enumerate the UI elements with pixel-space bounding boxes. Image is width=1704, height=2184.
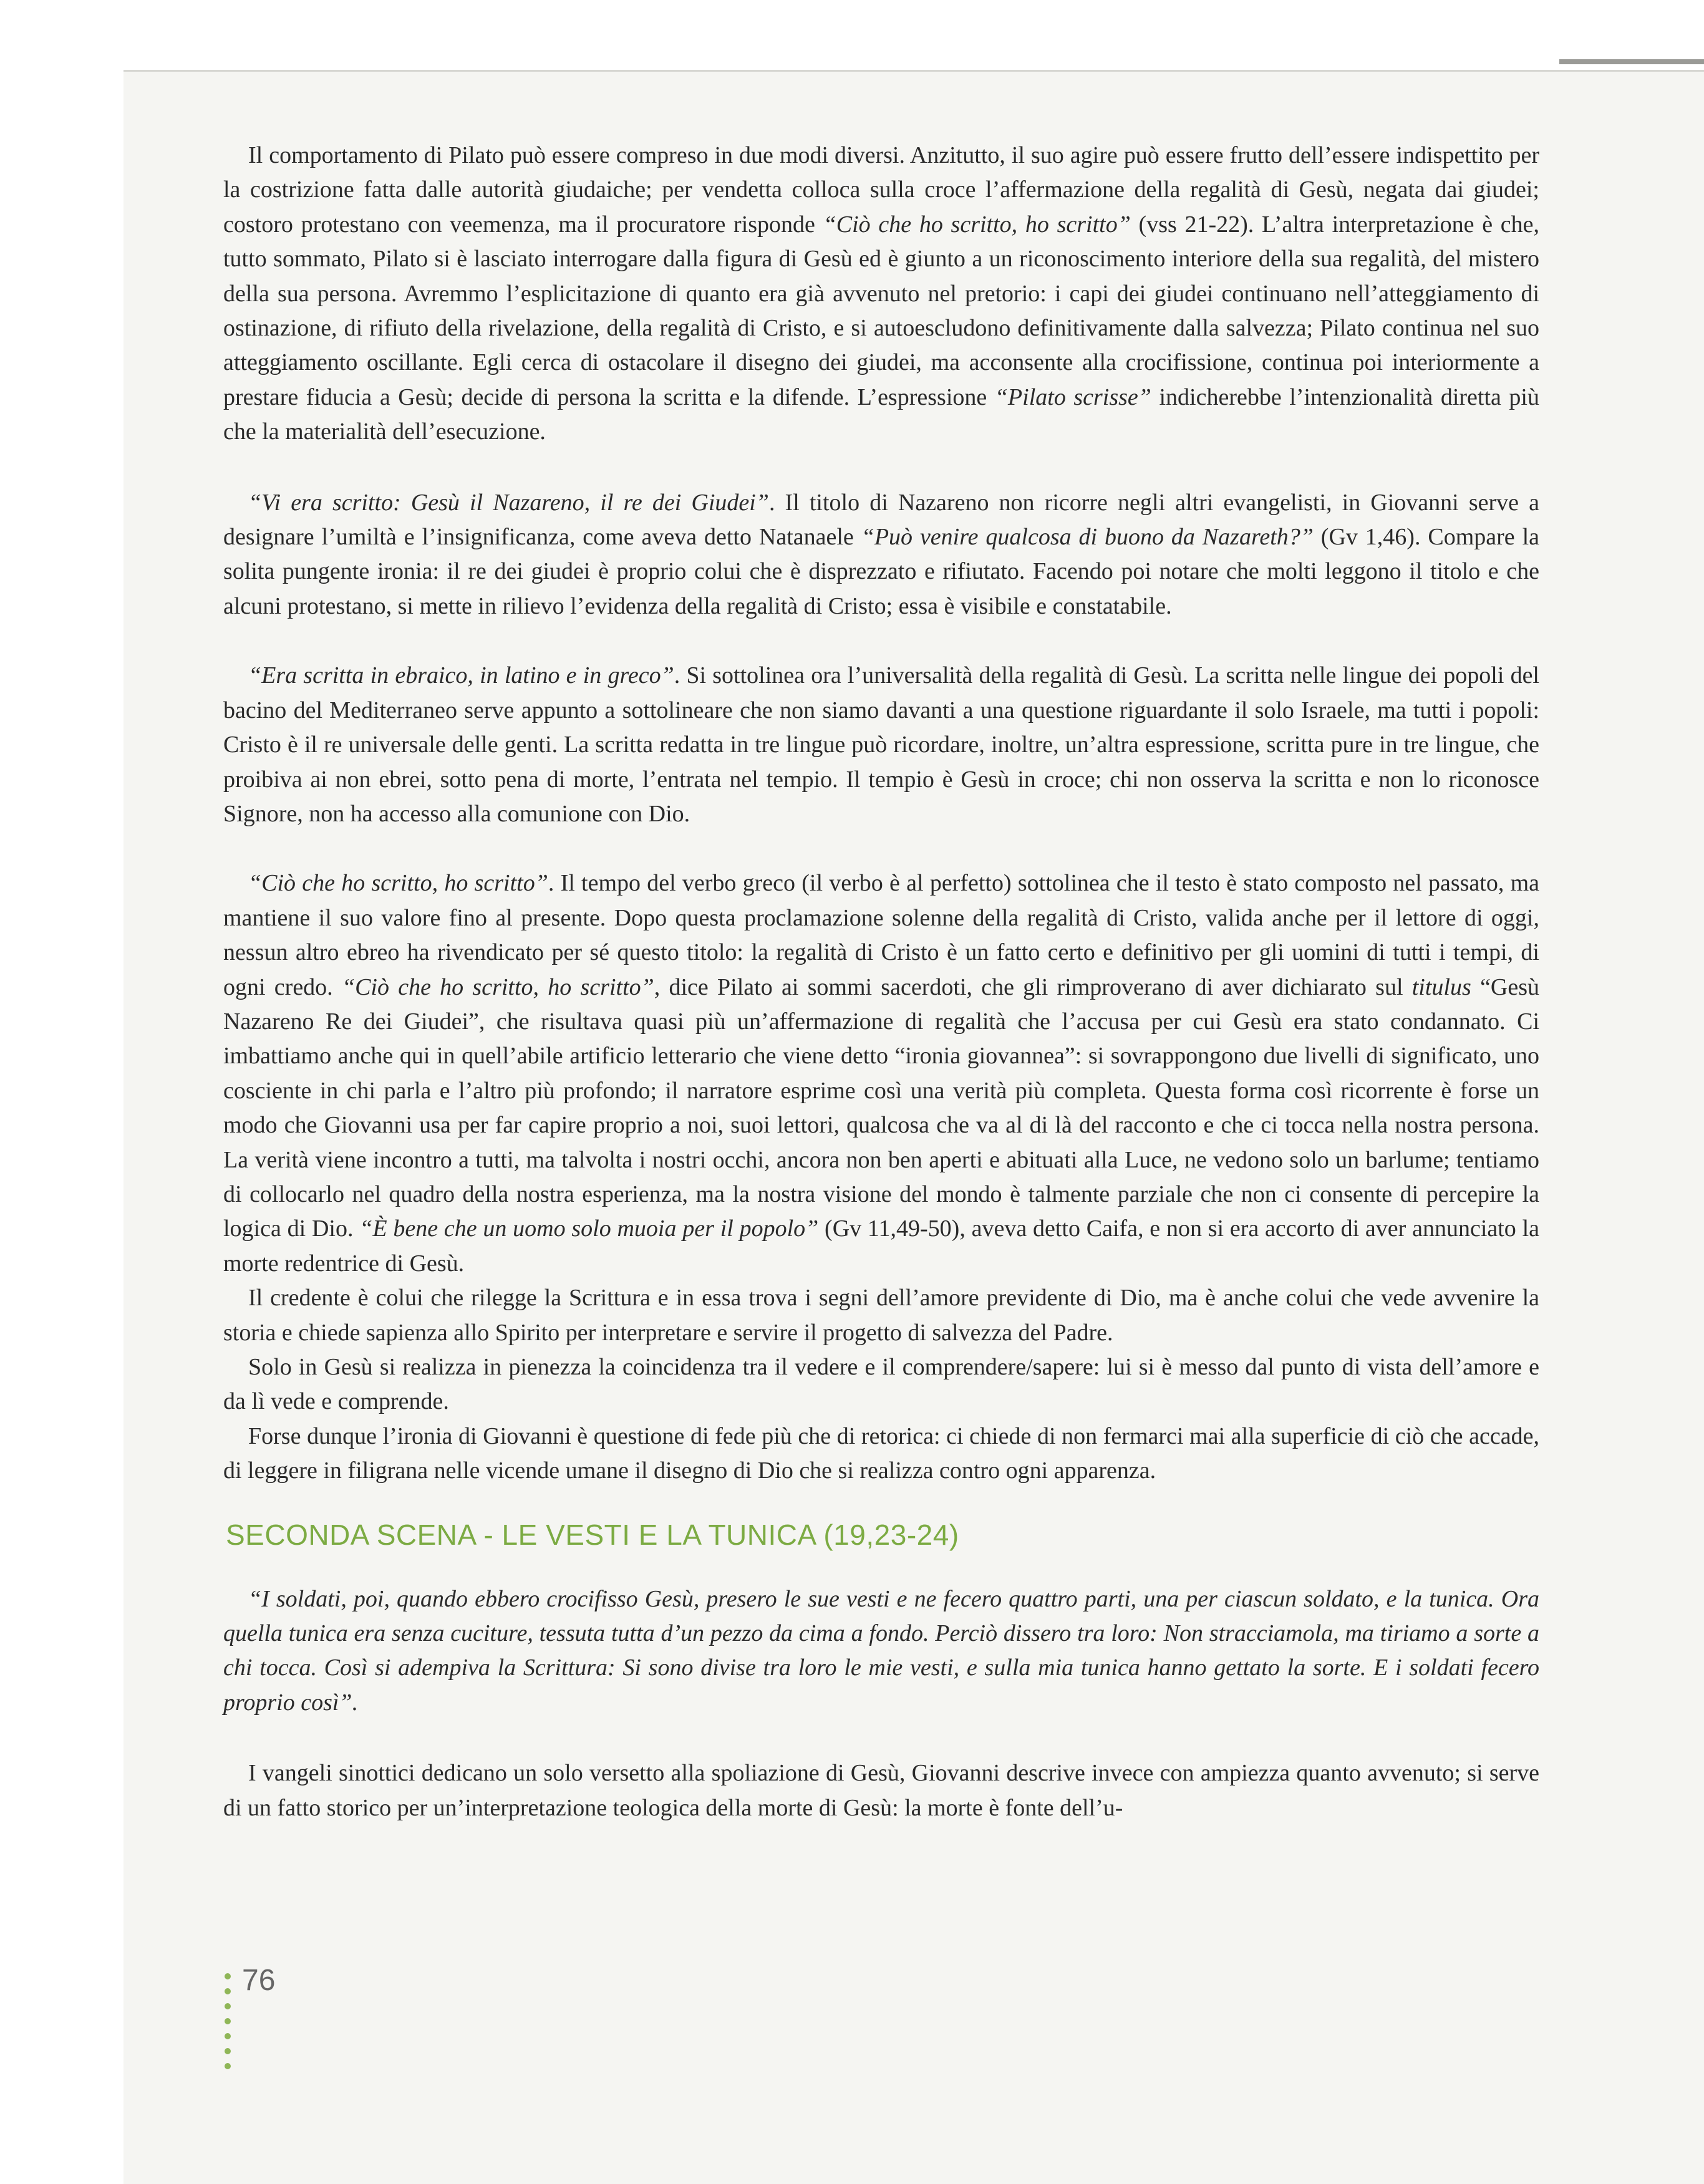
paragraph-1: Il comportamento di Pilato può essere compreso in due modi diversi. Anzitutto, il suo agire può essere frutto dell’essere indispettito per la costrizione fatta dalle autorità giudaiche; per vendetta colloca sulla croce l’affermazione della regalità di Gesù, negata dai giudei; costoro protestano con veemenza, ma il procuratore risponde “Ciò che ho scritto, ho scritto” (vss 21-22). L’altra interpretazione è che, tutto sommato, Pilato si è lasciato interrogare dalla figura di Gesù ed è giunto a un riconoscimento interiore della sua regalità, del mistero della sua persona. Avremmo l’esplicitazione di quanto era già avvenuto nel pretorio: i capi dei giudei continuano nell’atteggiamento di ostinazione, di rifiuto della rivelazione, della regalità di Cristo, e si autoescludono definitivamente dalla salvezza; Pilato continua nel suo atteggiamento oscillante. Egli cerca di ostacolare il disegno dei giudei, ma acconsente alla crocifissione, continua poi interiormente a prestare fiducia a Gesù; decide di persona la scritta e la difende. L’espressione “Pilato scrisse” indicherebbe l’intenzionalità diretta più che la materialità dell’esecuzione.: [223, 142, 1540, 445]
section-title: SECONDA SCENA - LE VESTI E LA TUNICA (19,23-24): [226, 1518, 959, 1551]
paragraph-8: I vangeli sinottici dedicano un solo versetto alla spoliazione di Gesù, Giovanni descrive invece con ampiezza quanto avvenuto; si serve di un fatto storico per un’interpretazione teologica della morte di Gesù: la morte è fonte dell’u-: [223, 1760, 1539, 1821]
paragraph-3: “Era scritta in ebraico, in latino e in greco”. Si sottolinea ora l’universalità della regalità di Gesù. La scritta nelle lingue dei popoli del bacino del Mediterraneo serve appunto a sottolineare che non siamo davanti a una questione riguardante il solo Israele, ma tutti i popoli: Cristo è il re universale delle genti. La scritta redatta in tre lingue può ricordare, inoltre, un’altra espressione, scritta pure in tre lingue, che proibiva ai non ebrei, sotto pena di morte, l’entrata nel tempio. Il tempio è Gesù in croce; chi non osserva la scritta e non lo riconosce Signore, non ha accesso alla comunione con Dio.: [223, 662, 1539, 827]
decorative-dots: [222, 1973, 235, 2078]
text-body: [223, 138, 1539, 1825]
paragraph-6: Solo in Gesù si realizza in pienezza la coincidenza tra il vedere e il comprendere/sapere: lui si è messo dal punto di vista dell’amore e da lì vede e comprende.: [223, 1354, 1539, 1415]
page-fold: [1559, 59, 1704, 64]
page-number: 76: [242, 1964, 276, 1997]
quote-block: “I soldati, poi, quando ebbero crocifisso Gesù, presero le sue vesti e ne fecero quattro parti, una per ciascun soldato, e la tunica. Ora quella tunica era senza cuciture, tessuta tutta d’un pezzo da cima a fondo. Perciò dissero tra loro: Non stracciamola, ma tiriamo a sorte a chi tocca. Così si adempiva la Scrittura: Si sono divise tra loro le mie vesti, e sulla mia tunica hanno gettato la sorte. E i soldati fecero proprio così”.: [223, 1585, 1539, 1716]
paragraph-4: “Ciò che ho scritto, ho scritto”. Il tempo del verbo greco (il verbo è al perfetto) sottolinea che il testo è stato composto nel passato, ma mantiene il suo valore fino al presente. Dopo questa proclamazione solenne della regalità di Cristo, valida anche per il lettore di oggi, nessun altro ebreo ha rivendicato per sé questo titolo: la regalità di Cristo è un fatto certo e definitivo per gli uomini di tutti i tempi, di ogni credo. “Ciò che ho scritto, ho scritto”, dice Pilato ai sommi sacerdoti, che gli rimproverano di aver dichiarato sul titulus “Gesù Nazareno Re dei Giudei”, che risultava quasi più un’affermazione di regalità che l’accusa per cui Gesù era stato condannato. Ci imbattiamo anche qui in quell’abile artificio letterario che viene detto “ironia giovannea”: si sovrappongono due livelli di significato, uno cosciente in chi parla e l’altro più profondo; il narratore esprime così una verità più completa. Questa forma così ricorrente è forse un modo che Giovanni usa per far capire proprio a noi, suoi lettori, qualcosa che va al di là del racconto e che ci tocca nella nostra persona. La verità viene incontro a tutti, ma talvolta i nostri occhi, ancora non ben aperti e abituati alla Luce, ne vedono solo un barlume; tentiamo di collocarlo nel quadro della nostra esperienza, ma la nostra visione del mondo è talmente parziale che non ci consente di percepire la logica di Dio. “È bene che un uomo solo muoia per il popolo” (Gv 11,49-50), aveva detto Caifa, e non si era accorto di aver annunciato la morte redentrice di Gesù.: [223, 870, 1539, 1277]
top-rule: [123, 70, 1704, 72]
paragraph-7: Forse dunque l’ironia di Giovanni è questione di fede più che di retorica: ci chiede di non fermarci mai alla superficie di ciò che accade, di leggere in filigrana nelle vicende umane il disegno di Dio che si realizza contro ogni apparenza.: [223, 1423, 1539, 1484]
paragraph-2: “Vi era scritto: Gesù il Nazareno, il re dei Giudei”. Il titolo di Nazareno non ricorre negli altri evangelisti, in Giovanni serve a designare l’umiltà e l’insignificanza, come aveva detto Natanaele “Può venire qualcosa di buono da Nazareth?” (Gv 1,46). Compare la solita pungente ironia: il re dei giudei è proprio colui che è disprezzato e rifiutato. Facendo poi notare che molti leggono il titolo e che alcuni protestano, si mette in rilievo l’evidenza della regalità di Cristo; essa è visibile e constatabile.: [223, 489, 1540, 619]
paragraph-5: Il credente è colui che rilegge la Scrittura e in essa trova i segni dell’amore previdente di Dio, ma è anche colui che vede avvenire la storia e chiede sapienza allo Spirito per interpretare e servire il progetto di salvezza del Padre.: [223, 1285, 1539, 1346]
